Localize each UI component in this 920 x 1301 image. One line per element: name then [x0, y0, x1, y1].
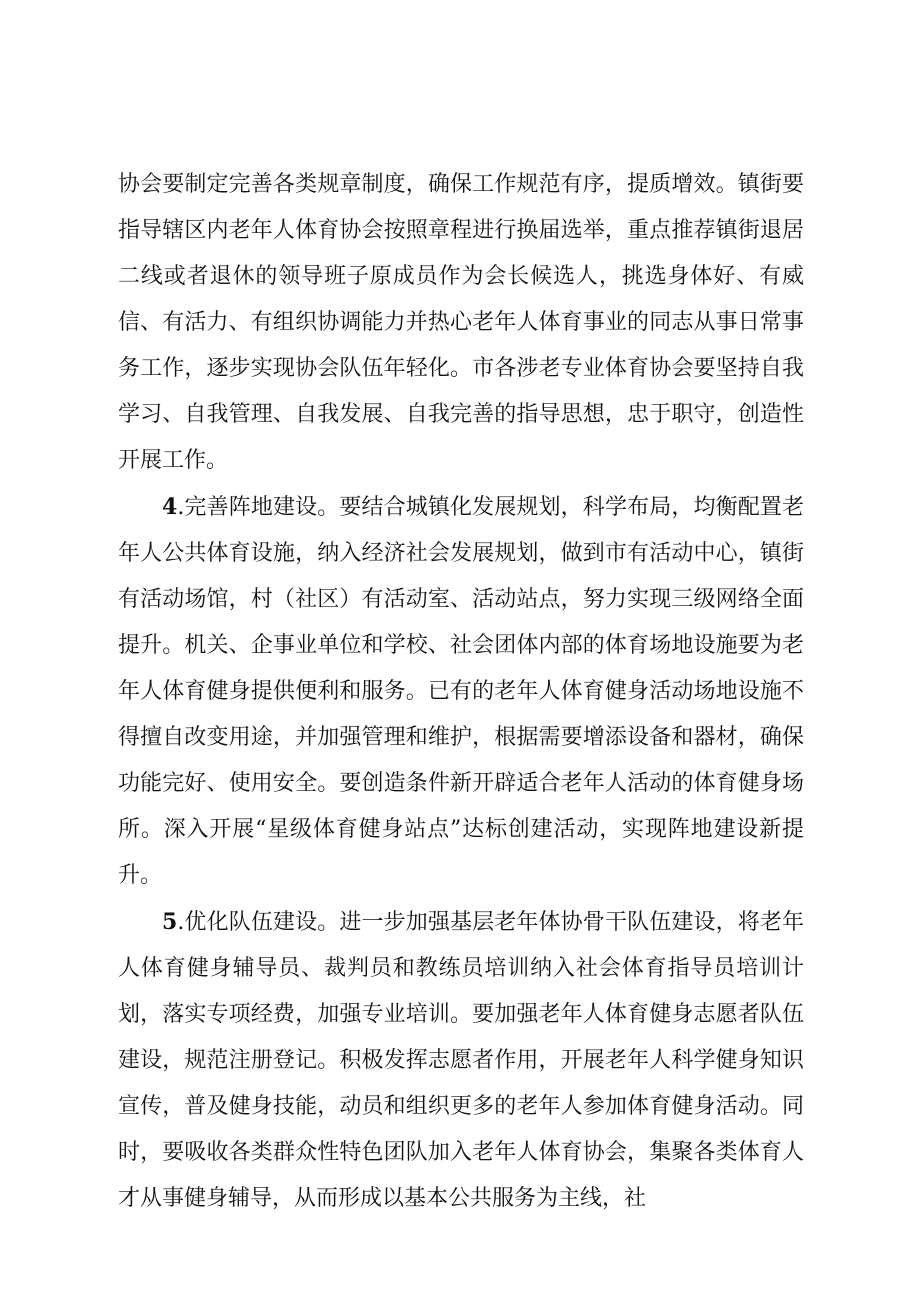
paragraph-number: 5: [162, 909, 178, 935]
paragraph-association-rules: [118, 162, 804, 484]
paragraph-number: 4: [162, 494, 178, 520]
paragraph-text: 协会要制定完善各类规章制度，确保工作规范有序，提质增效。镇街要指导辖区内老年人体育协会按照章程进行换届选举，重点推荐镇街退居二线或者退休的领导班子原成员作为会长候选人，挑选身体好、有威信、有活力、有组织协调能力并热心老年人体育事业的同志从事日常事务工作，逐步实现协会队伍年轻化。市各涉老专业体育协会要坚持自我学习、自我管理、自我发展、自我完善的指导思想，忠于职守，创造性开展工作。: [118, 172, 804, 473]
paragraph-text: .优化队伍建设。进一步加强基层老年体协骨干队伍建设，将老年人体育健身辅导员、裁判员和教练员培训纳入社会体育指导员培训计划，落实专项经费，加强专业培训。要加强老年人体育健身志愿者队伍建设，规范注册登记。积极发挥志愿者作用，开展老年人科学健身知识宣传，普及健身技能，动员和组织更多的老年人参加体育健身活动。同时，要吸收各类群众性特色团队加入老年人体育协会，集聚各类体育人才从事健身辅导，从而形成以基本公共服务为主线，社: [118, 910, 804, 1211]
paragraph-facility-construction: [118, 484, 804, 899]
document-body: [118, 162, 804, 1222]
paragraph-text: .完善阵地建设。要结合城镇化发展规划，科学布局，均衡配置老年人公共体育设施，纳入经济社会发展规划，做到市有活动中心，镇街有活动场馆，村（社区）有活动室、活动站点，努力实现三级网络全面提升。机关、企事业单位和学校、社会团体内部的体育场地设施要为老年人体育健身提供便利和服务。已有的老年人体育健身活动场地设施不得擅自改变用途，并加强管理和维护，根据需要增添设备和器材，确保功能完好、使用安全。要创造条件新开辟适合老年人活动的体育健身场所。深入开展“星级体育健身站点”达标创建活动，实现阵地建设新提升。: [118, 495, 804, 888]
paragraph-team-building: [118, 899, 804, 1222]
